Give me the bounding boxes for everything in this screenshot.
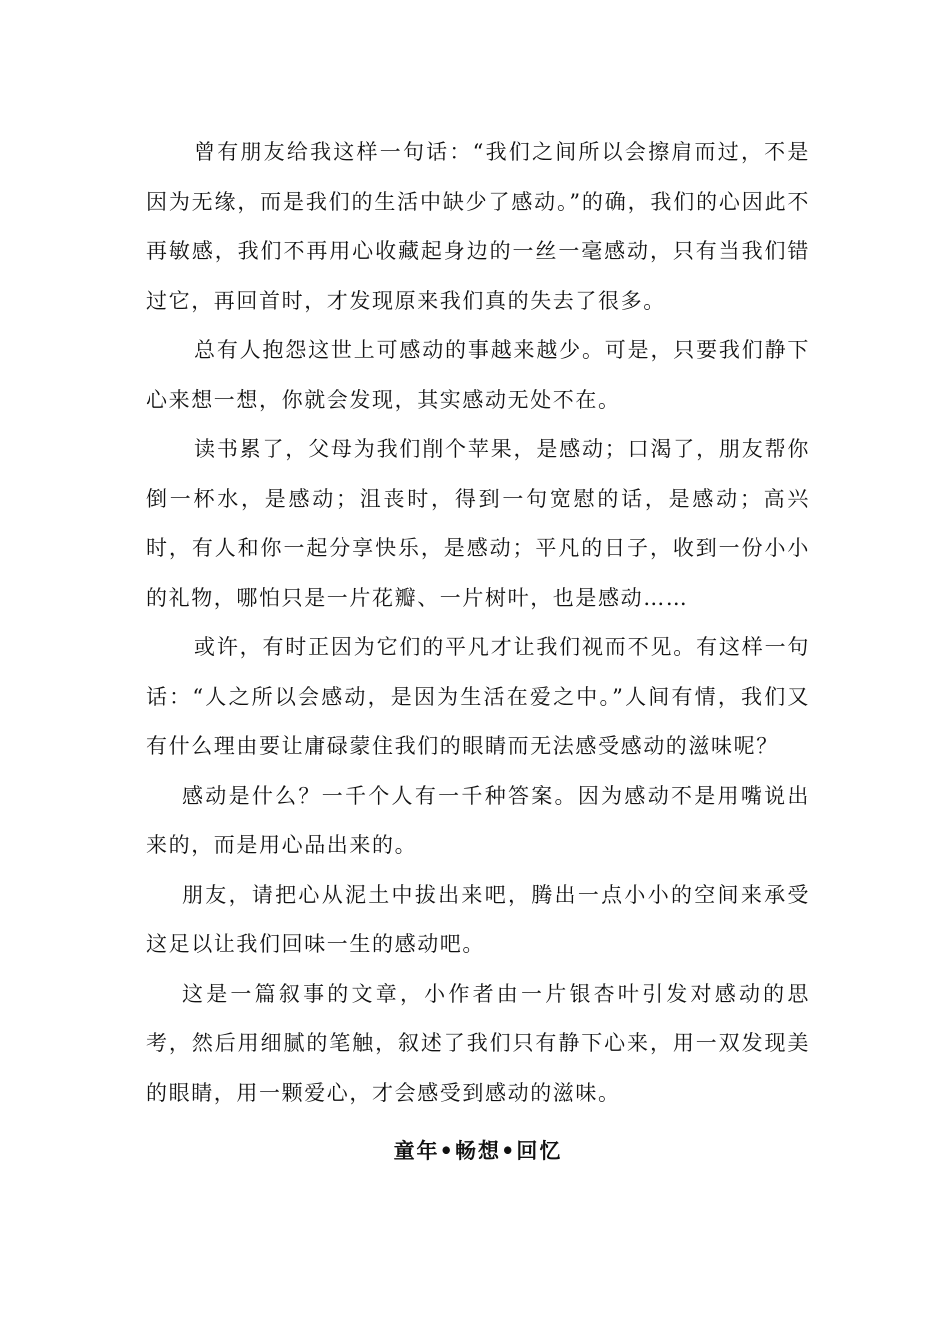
paragraph-3: 读书累了，父母为我们削个苹果，是感动；口渴了，朋友帮你倒一杯水，是感动；沮丧时，得到一句宽慰的话，是感动；高兴时，有人和你一起分享快乐，是感动；平凡的日子，收到一份小小的礼物，哪怕只是一片花瓣、一片树叶，也是感动……: [146, 437, 810, 610]
paragraph-5: 感动是什么？一千个人有一千种答案。因为感动不是用嘴说出来的，而是用心品出来的。: [146, 783, 810, 857]
document-page: [146, 128, 810, 1175]
paragraph-6: 朋友，请把心从泥土中拔出来吧，腾出一点小小的空间来承受这足以让我们回味一生的感动吧。: [146, 882, 810, 956]
paragraph-4: 或许，有时正因为它们的平凡才让我们视而不见。有这样一句话：“人之所以会感动，是因为生活在爱之中。”人间有情，我们又有什么理由要让庸碌蒙住我们的眼睛而无法感受感动的滋味呢？: [146, 635, 810, 758]
section-heading: 童年•畅想•回忆: [393, 1138, 563, 1163]
paragraph-2: 总有人抱怨这世上可感动的事越来越少。可是，只要我们静下心来想一想，你就会发现，其实感动无处不在。: [146, 338, 810, 412]
paragraph-7: 这是一篇叙事的文章，小作者由一片银杏叶引发对感动的思考，然后用细腻的笔触，叙述了我们只有静下心来，用一双发现美的眼睛，用一颗爱心，才会感受到感动的滋味。: [146, 981, 810, 1105]
paragraph-1: 曾有朋友给我这样一句话：“我们之间所以会擦肩而过，不是因为无缘，而是我们的生活中缺少了感动。”的确，我们的心因此不再敏感，我们不再用心收藏起身边的一丝一毫感动，只有当我们错过它，再回首时，才发现原来我们真的失去了很多。: [146, 140, 810, 313]
